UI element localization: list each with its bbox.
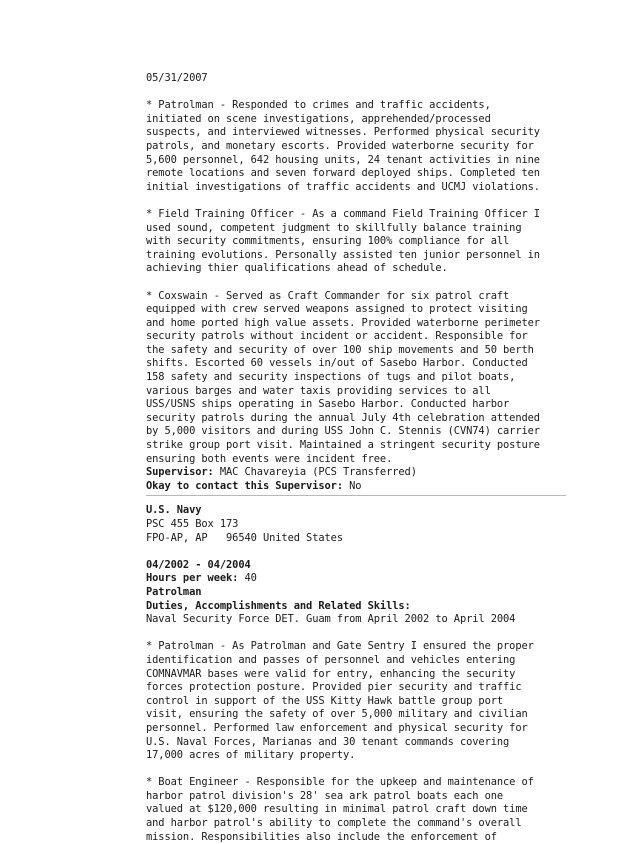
hours-value: 40: [238, 572, 257, 585]
duties-label: Duties, Accomplishments and Related Skills:: [146, 599, 411, 612]
paragraph: [146, 99, 566, 194]
job-title: Patrolman: [146, 585, 202, 598]
text-line: 17,000 acres of military property.: [146, 749, 356, 762]
text-line: the safety and security of over 100 ship movements and 50 berth: [146, 343, 534, 356]
paragraph: [146, 776, 566, 844]
text-line: equipped with crew served weapons assigned to protect visiting: [146, 303, 528, 316]
text-line: forces protection posture. Provided pier security and traffic: [146, 681, 522, 694]
contact-label: Okay to contact this Supervisor:: [146, 479, 343, 492]
text-line: by 5,000 visitors and during USS John C. Stennis (CVN74) carrier: [146, 425, 540, 438]
text-line: initial investigations of traffic accidents and UCMJ violations.: [146, 180, 540, 193]
job-description-current: [146, 640, 566, 844]
text-line: visit, ensuring the safety of over 5,000 military and civilian: [146, 708, 528, 721]
text-line: valued at $120,000 resulting in minimal patrol craft down time: [146, 803, 528, 816]
supervisor-line: [146, 466, 566, 480]
text-line: patrols, and monetary escorts. Provided waterborne security for: [146, 139, 534, 152]
text-line: control in support of the USS Kitty Hawk battle group port: [146, 694, 504, 707]
text-line: * Coxswain - Served as Craft Commander for six patrol craft: [146, 289, 510, 302]
text-line: U.S. Naval Forces, Marianas and 30 tenant commands covering: [146, 735, 510, 748]
section-divider: [146, 495, 566, 496]
hours-label: Hours per week:: [146, 572, 239, 585]
text-line: training evolutions. Personally assisted ten junior personnel in: [146, 248, 540, 261]
employer-address-2: FPO-AP, AP 96540 United States: [146, 531, 343, 544]
text-line: * Patrolman - Responded to crimes and traffic accidents,: [146, 99, 491, 112]
text-line: shifts. Escorted 60 vessels in/out of Sasebo Harbor. Conducted: [146, 357, 528, 370]
text-line: and home ported high value assets. Provided waterborne perimeter: [146, 316, 540, 329]
text-line: achieving thier qualifications ahead of schedule.: [146, 262, 448, 275]
text-line: 5,600 personnel, 642 housing units, 24 tenant activities in nine: [146, 153, 540, 166]
date-line: 05/31/2007: [146, 72, 208, 84]
contact-value: No: [342, 479, 362, 492]
resume-page: [146, 72, 566, 844]
text-line: security patrols without incident or accident. Responsible for: [146, 330, 528, 343]
text-line: 158 safety and security inspections of tugs and pilot boats,: [146, 371, 516, 384]
text-line: various barges and water taxis providing services to all: [146, 384, 491, 397]
text-line: harbor patrol division's 28' sea ark patrol boats each one: [146, 789, 504, 802]
employer-address-1: PSC 455 Box 173: [146, 518, 239, 530]
text-line: strike group port visit. Maintained a stringent security posture: [146, 439, 540, 452]
duties-intro: Naval Security Force DET. Guam from April 2002 to April 2004: [146, 613, 516, 626]
text-line: suspects, and interviewed witnesses. Performed physical security: [146, 126, 540, 139]
text-line: mission. Responsibilities also include the enforcement of: [146, 830, 497, 843]
text-line: remote locations and seven forward deployed ships. Completed ten: [146, 167, 540, 180]
text-line: * Field Training Officer - As a command Field Training Officer I: [146, 207, 540, 220]
text-line: used sound, competent judgment to skillfully balance training: [146, 221, 522, 234]
text-line: security patrols during the annual July 4th celebration attended: [146, 411, 540, 424]
paragraph: [146, 208, 566, 276]
paragraph: [146, 290, 566, 467]
text-line: initiated on scene investigations, apprehended/processed: [146, 112, 491, 125]
text-line: COMNAVMAR bases were valid for entry, enhancing the security: [146, 667, 516, 680]
text-line: * Patrolman - As Patrolman and Gate Sentry I ensured the proper: [146, 640, 534, 653]
supervisor-label: Supervisor:: [146, 466, 214, 479]
job-dates: 04/2002 - 04/2004: [146, 558, 251, 571]
contact-line: [146, 480, 566, 494]
supervisor-value: MAC Chavareyia (PCS Transferred): [213, 466, 417, 479]
text-line: ensuring both events were incident free.: [146, 452, 393, 465]
text-line: USS/USNS ships operating in Sasebo Harbor. Conducted harbor: [146, 398, 510, 411]
text-line: with security commitments, ensuring 100% compliance for all: [146, 235, 510, 248]
text-line: * Boat Engineer - Responsible for the upkeep and maintenance of: [146, 776, 534, 789]
text-line: and harbor patrol's ability to complete the command's overall: [146, 817, 522, 830]
job-description-previous: [146, 99, 566, 466]
text-line: personnel. Performed law enforcement and physical security for: [146, 721, 528, 734]
text-line: identification and passes of personnel and vehicles entering: [146, 653, 516, 666]
paragraph: [146, 640, 566, 762]
employer-name: U.S. Navy: [146, 504, 202, 517]
hours-line: [146, 572, 566, 586]
